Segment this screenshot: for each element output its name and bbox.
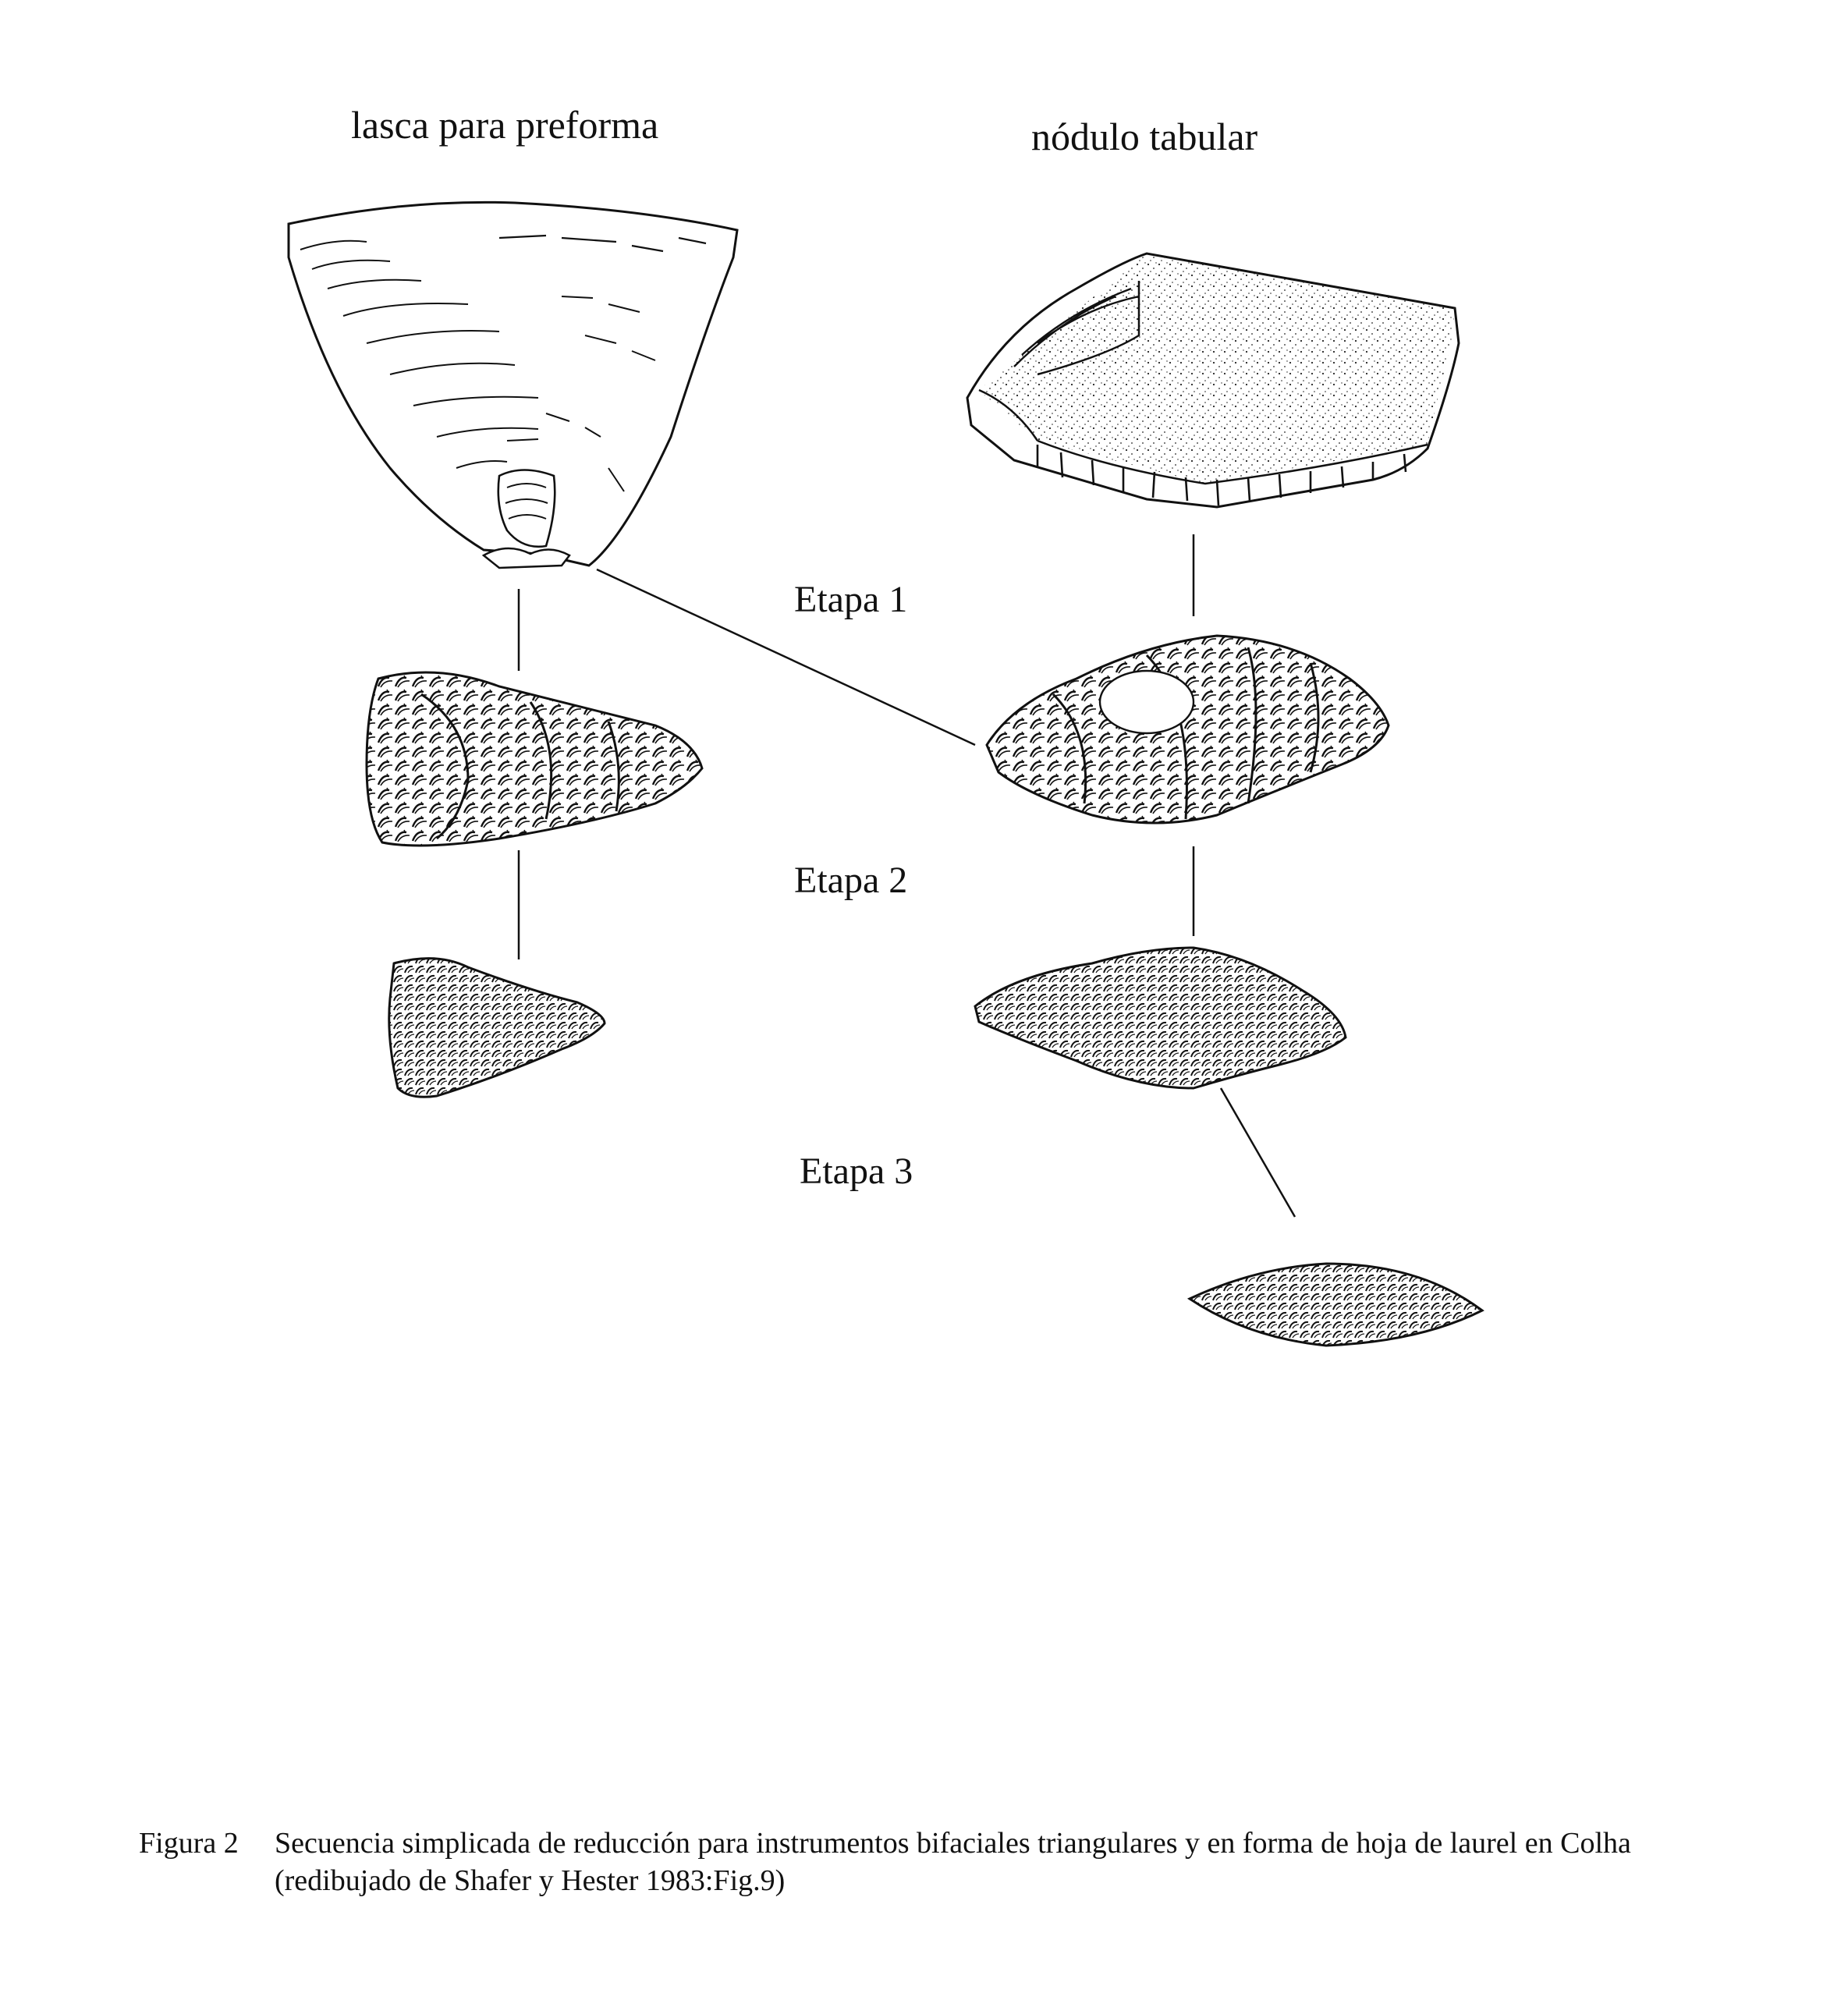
stage1-left-biface — [367, 672, 702, 846]
stage-2-label: Etapa 2 — [794, 860, 908, 901]
left-column-title: lasca para preforma — [351, 103, 659, 147]
stage3-laurel-leaf-biface — [1190, 1264, 1482, 1346]
stage-3-label: Etapa 3 — [800, 1151, 913, 1192]
stage1-right-biface — [987, 636, 1389, 823]
stage2-left-biface — [389, 959, 605, 1098]
connector-right-3 — [1221, 1088, 1295, 1217]
stage2-right-biface — [975, 948, 1346, 1088]
connector-diagonal — [597, 569, 975, 745]
figure-number: Figura 2 — [139, 1827, 239, 1860]
stage-1-label: Etapa 1 — [794, 579, 908, 620]
right-column-title: nódulo tabular — [1031, 115, 1258, 158]
tabular-nodule-drawing — [967, 254, 1459, 507]
flake-preform-drawing — [289, 202, 737, 568]
figure-caption: Secuencia simplicada de reducción para instrumentos bifaciales triangulares y en forma de hoja de laurel en Colha (redibujado de Shafer y Hester 1983:Fig.9) — [275, 1827, 1631, 1897]
